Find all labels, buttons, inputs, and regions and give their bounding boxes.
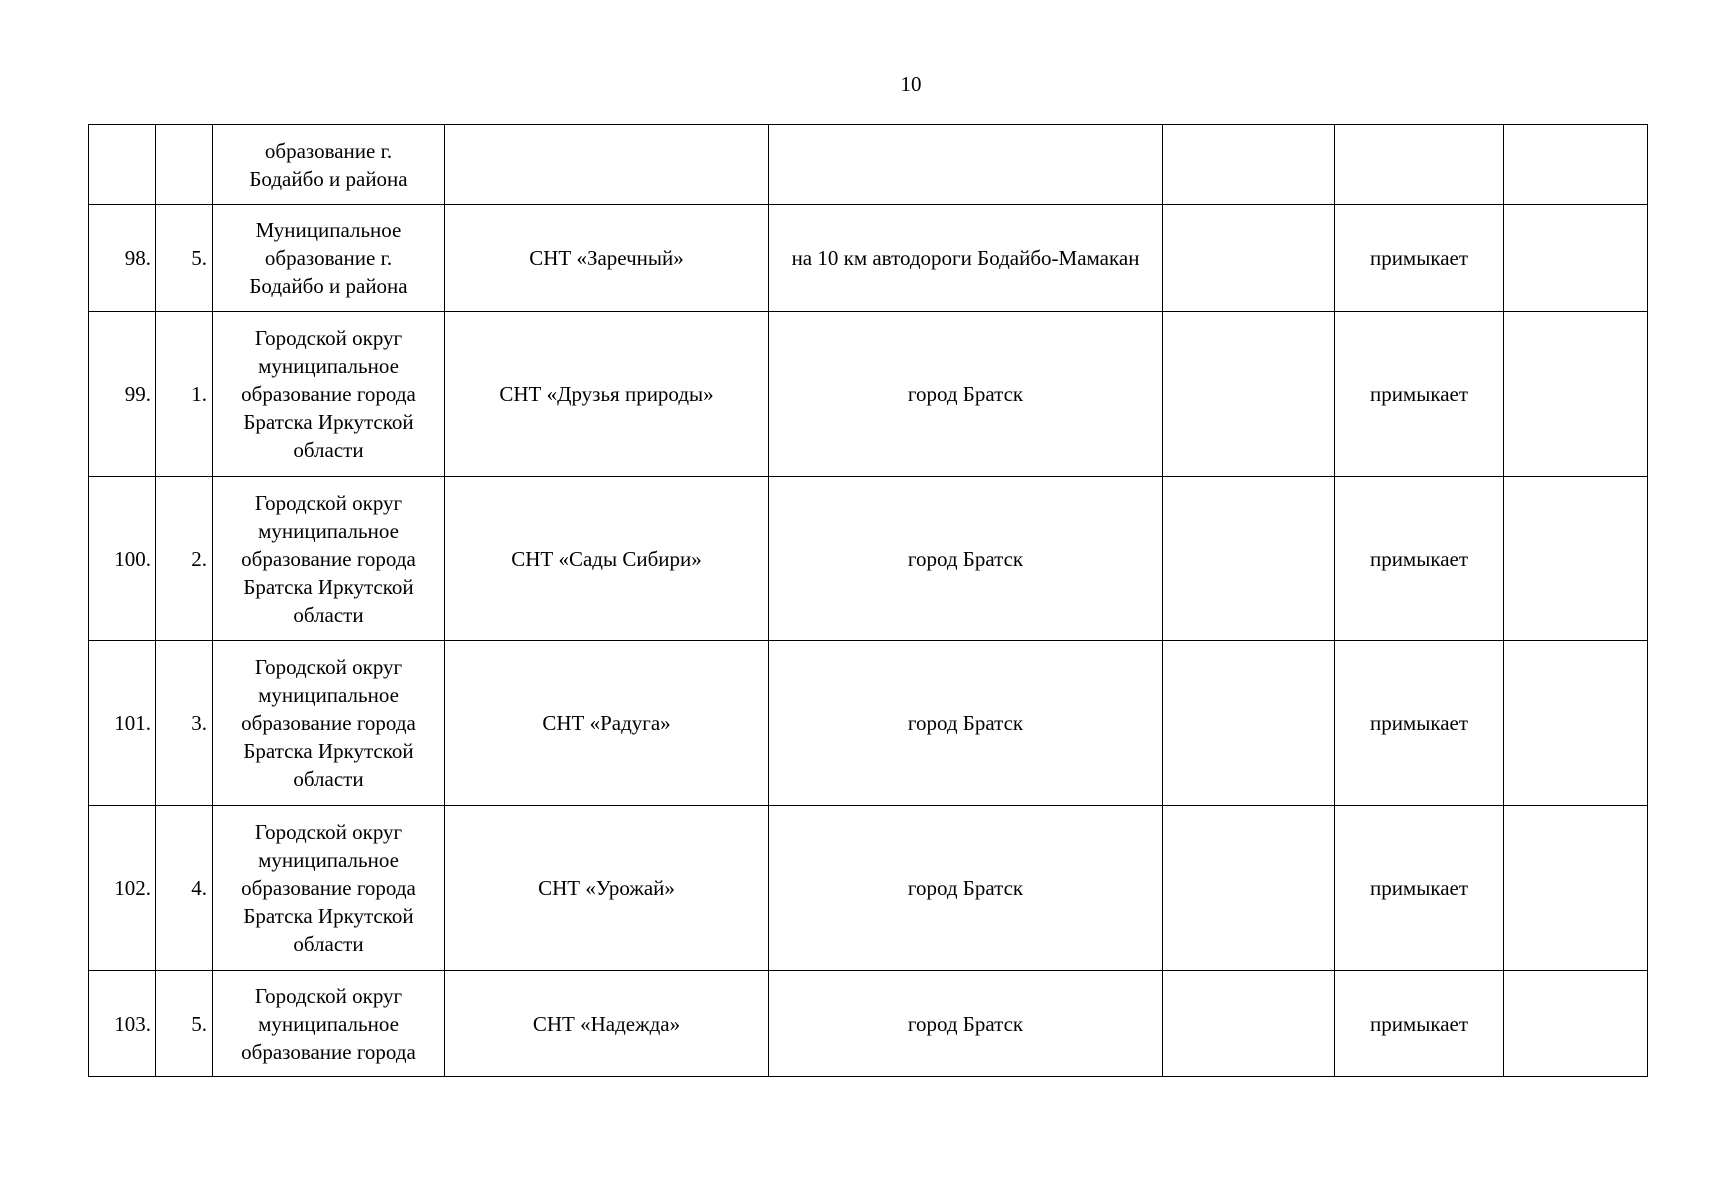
empty-cell — [1163, 205, 1335, 312]
location-cell: город Братск — [769, 971, 1163, 1077]
empty-cell — [1163, 641, 1335, 806]
municipality-cell: Городской округ муниципальное образование города Братска Иркутской области — [213, 641, 445, 806]
sub-number: 1. — [156, 312, 213, 477]
empty-cell — [1163, 312, 1335, 477]
municipality-cell: Городской округ муниципальное образование города Братска Иркутской области — [213, 806, 445, 971]
table-row — [89, 477, 1648, 641]
sub-number: 4. — [156, 806, 213, 971]
table-row — [89, 641, 1648, 806]
row-number: 98. — [89, 205, 156, 312]
relation-cell: примыкает — [1335, 205, 1504, 312]
relation-cell: примыкает — [1335, 641, 1504, 806]
relation-cell: примыкает — [1335, 971, 1504, 1077]
relation-cell: примыкает — [1335, 477, 1504, 641]
empty-cell — [1504, 205, 1648, 312]
empty-cell — [1504, 125, 1648, 205]
name-cell: СНТ «Радуга» — [445, 641, 769, 806]
sub-number: 5. — [156, 971, 213, 1077]
table-row — [89, 205, 1648, 312]
location-cell: город Братск — [769, 806, 1163, 971]
row-number: 102. — [89, 806, 156, 971]
table-row — [89, 806, 1648, 971]
municipality-cell: Муниципальное образование г. Бодайбо и района — [213, 205, 445, 312]
sub-number: 5. — [156, 205, 213, 312]
data-table — [88, 124, 1648, 1077]
sub-number: 2. — [156, 477, 213, 641]
location-cell: город Братск — [769, 312, 1163, 477]
empty-cell — [1504, 806, 1648, 971]
municipality-cell: Городской округ муниципальное образование города Братска Иркутской области — [213, 477, 445, 641]
location-cell — [769, 125, 1163, 205]
empty-cell — [1504, 971, 1648, 1077]
municipality-cell: Городской округ муниципальное образование города — [213, 971, 445, 1077]
row-number: 99. — [89, 312, 156, 477]
empty-cell — [1163, 125, 1335, 205]
empty-cell — [1163, 971, 1335, 1077]
name-cell: СНТ «Заречный» — [445, 205, 769, 312]
empty-cell — [1504, 477, 1648, 641]
table-row — [89, 971, 1648, 1077]
row-number: 101. — [89, 641, 156, 806]
name-cell: СНТ «Надежда» — [445, 971, 769, 1077]
sub-number: 3. — [156, 641, 213, 806]
row-number — [89, 125, 156, 205]
name-cell: СНТ «Урожай» — [445, 806, 769, 971]
relation-cell: примыкает — [1335, 312, 1504, 477]
name-cell — [445, 125, 769, 205]
table-row — [89, 312, 1648, 477]
empty-cell — [1504, 641, 1648, 806]
empty-cell — [1504, 312, 1648, 477]
municipality-cell: образование г. Бодайбо и района — [213, 125, 445, 205]
name-cell: СНТ «Друзья природы» — [445, 312, 769, 477]
empty-cell — [1163, 477, 1335, 641]
table-row — [89, 125, 1648, 205]
location-cell: на 10 км автодороги Бодайбо-Мамакан — [769, 205, 1163, 312]
row-number: 100. — [89, 477, 156, 641]
name-cell: СНТ «Сады Сибири» — [445, 477, 769, 641]
relation-cell: примыкает — [1335, 806, 1504, 971]
relation-cell — [1335, 125, 1504, 205]
location-cell: город Братск — [769, 477, 1163, 641]
row-number: 103. — [89, 971, 156, 1077]
municipality-cell: Городской округ муниципальное образование города Братска Иркутской области — [213, 312, 445, 477]
page-number: 10 — [900, 72, 922, 96]
location-cell: город Братск — [769, 641, 1163, 806]
sub-number — [156, 125, 213, 205]
empty-cell — [1163, 806, 1335, 971]
